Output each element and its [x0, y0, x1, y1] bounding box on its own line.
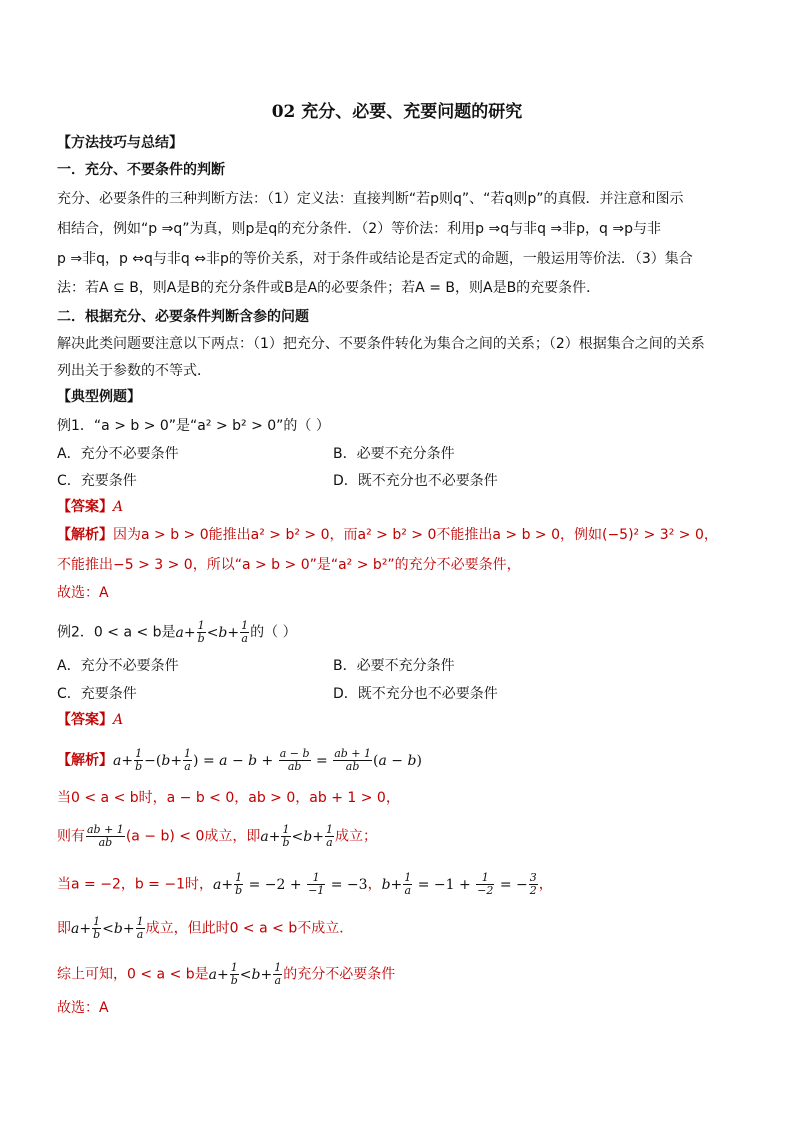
ex1-option-d: D．既不充分也不必要条件 — [333, 473, 498, 489]
section-examples-heading: 【典型例题】 — [57, 389, 141, 405]
counter-calc-2: b+ $\frac{1}{a}$ = −1 + $\frac{1}{-2}$ = − $\frac{3}{2}$ — [381, 871, 537, 897]
ex2-inequality: a+ $\frac{1}{b}$ <b+ $\frac{1}{a}$ — [175, 619, 249, 645]
then-inequality: a+ $\frac{1}{b}$ <b+ $\frac{1}{a}$ — [260, 823, 333, 849]
counter-end: ， — [538, 876, 553, 893]
then-suffix: 成立； — [334, 828, 377, 845]
ex2-option-b: B．必要不充分条件 — [333, 658, 455, 674]
ex2-question-tail: 的（ ） — [250, 624, 297, 641]
ex2-conclusion: 故选：A — [57, 1000, 109, 1016]
summary-suffix: 的充分不必要条件 — [283, 966, 396, 983]
ex1-analysis-1 — [57, 525, 718, 545]
ex1-analysis-2: 不能推出−5 > 3 > 0，所以“a > b > 0”是“a² > b²”的充分不必要条件， — [57, 557, 521, 573]
ex1-question: 例1．“a > b > 0”是“a² > b² > 0”的（ ） — [57, 418, 330, 434]
then-fraction: $\frac{ab + 1}{ab}$ — [87, 823, 124, 849]
so-prefix: 即 — [57, 920, 71, 937]
p1-line-1: 充分、必要条件的三种判断方法：（1）定义法：直接判断“若p则q”、“若q则p”的真假．并注意和图示 — [57, 191, 684, 207]
answer-tag: 【答案】 — [57, 499, 113, 515]
analysis-text: 因为a > b > 0能推出a² > b² > 0，而a² > b² > 0不能推出a > b > 0，例如(−5)² > 3² > 0， — [113, 527, 718, 543]
section-method-heading: 【方法技巧与总结】 — [57, 135, 183, 151]
ex1-option-c: C．充要条件 — [57, 473, 137, 489]
counter-prefix: 当a = −2，b = −1时， — [57, 876, 214, 893]
summary-inequality: a+ $\frac{1}{b}$ <b+ $\frac{1}{a}$ — [208, 961, 282, 987]
ex2-summary-line — [57, 962, 395, 987]
ex1-option-a: A．充分不必要条件 — [57, 446, 179, 462]
so-inequality: a+ $\frac{1}{b}$ <b+ $\frac{1}{a}$ — [71, 915, 144, 941]
ex2-option-d: D．既不充分也不必要条件 — [333, 686, 498, 702]
ex2-analysis-1 — [57, 748, 422, 773]
counter-sep: ， — [367, 876, 382, 893]
ex1-option-b: B．必要不充分条件 — [333, 446, 455, 462]
then-mid: (a − b) < 0成立，即 — [125, 828, 261, 845]
then-prefix: 则有 — [57, 828, 85, 845]
answer-tag: 【答案】 — [57, 712, 113, 728]
heading-2: 二．根据充分、必要条件判断含参的问题 — [57, 309, 309, 325]
p2-line-2: 列出关于参数的不等式． — [57, 363, 211, 379]
ex2-then-line — [57, 824, 377, 849]
so-suffix: 成立，但此时0 < a < b不成立． — [145, 920, 354, 937]
ex2-answer — [57, 710, 123, 730]
p2-line-1: 解决此类问题要注意以下两点：（1）把充分、不要条件转化为集合之间的关系；（2）根据集合之间的关系 — [57, 336, 705, 352]
ex2-question-text: 例2．0 < a < b是 — [57, 624, 176, 641]
analysis-tag: 【解析】 — [57, 752, 113, 769]
ex2-derivation: a+ $\frac{1}{b}$ −(b+ $\frac{1}{a}$ ) = a − b + $\frac{a - b}{ab}$ = $\frac{ab + 1}{ab}$ (a − b) — [113, 747, 422, 773]
p1-line-4: 法：若A ⊆ B，则A是B的充分条件或B是A的必要条件；若A = B，则A是B的充要条件． — [57, 280, 601, 296]
analysis-tag: 【解析】 — [57, 527, 113, 543]
ex2-so-line — [57, 916, 353, 941]
summary-prefix: 综上可知，0 < a < b是 — [57, 966, 209, 983]
answer-value: A — [113, 499, 124, 515]
ex2-counter-line — [57, 872, 553, 897]
page-title: 02 充分、必要、充要问题的研究 — [271, 102, 523, 122]
p1-line-2: 相结合，例如“p ⇒q”为真，则p是q的充分条件．（2）等价法：利用p ⇒q与非q ⇒非p，q ⇒p与非 — [57, 221, 662, 237]
ex1-conclusion: 故选：A — [57, 585, 109, 601]
ex1-answer — [57, 497, 123, 517]
answer-value: A — [113, 712, 124, 728]
ex2-option-c: C．充要条件 — [57, 686, 137, 702]
counter-calc-1: a+ $\frac{1}{b}$ = −2 + $\frac{1}{-1}$ = −3 — [213, 871, 368, 897]
ex2-option-a: A．充分不必要条件 — [57, 658, 179, 674]
ex2-when-line: 当0 < a < b时，a − b < 0，ab > 0，ab + 1 > 0， — [57, 790, 400, 806]
heading-1: 一．充分、不要条件的判断 — [57, 162, 225, 178]
p1-line-3: p ⇒非q，p ⇔q与非q ⇔非p的等价关系，对于条件或结论是否定式的命题，一般运用等价法．（3）集合 — [57, 251, 693, 267]
ex2-question — [57, 620, 297, 645]
